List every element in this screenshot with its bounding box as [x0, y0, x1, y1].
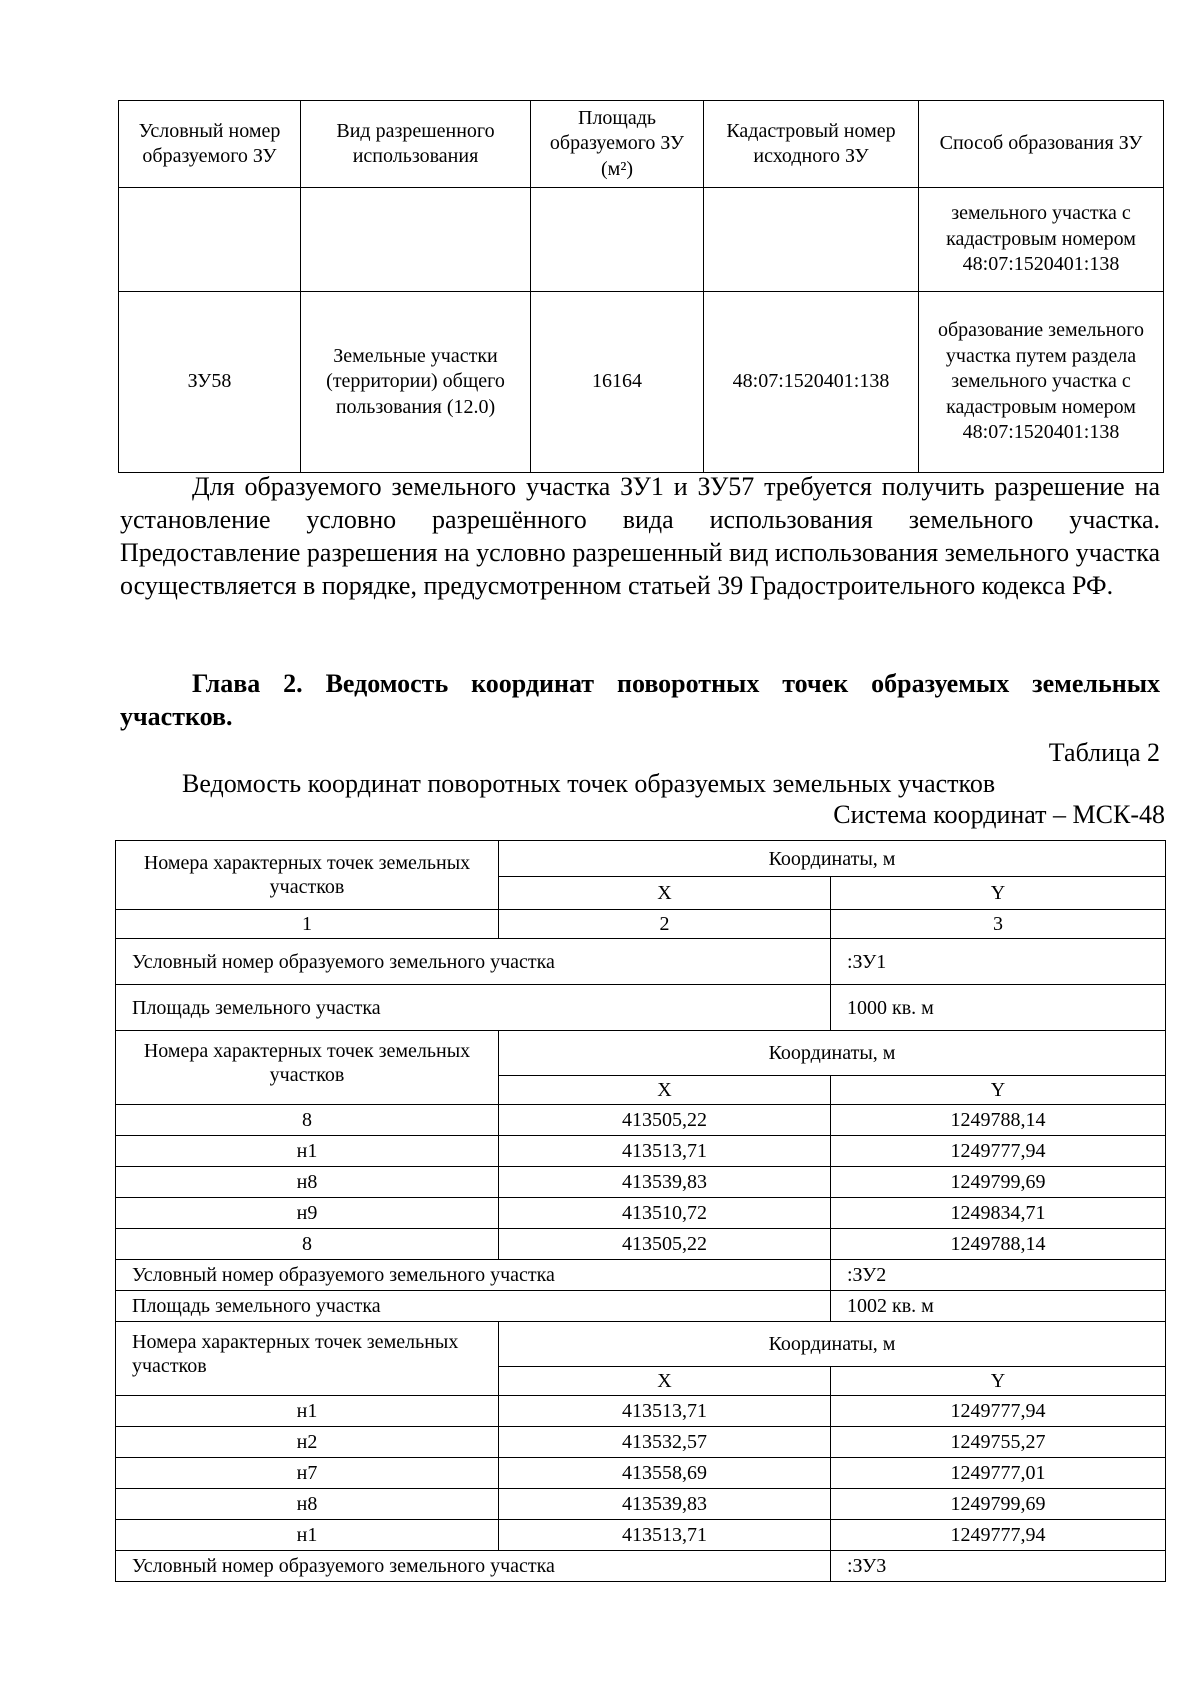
table-row [119, 188, 1164, 292]
point-x: 413513,71 [499, 1396, 831, 1427]
point-number: н8 [116, 1489, 499, 1520]
points-header-row [116, 1031, 1166, 1076]
point-number: н9 [116, 1198, 499, 1229]
plot-area: 16164 [531, 292, 704, 473]
table-row [116, 1198, 1166, 1229]
plot-id-row [116, 1260, 1166, 1291]
x-header: X [499, 1076, 831, 1105]
table-row [116, 1427, 1166, 1458]
point-x: 413539,83 [499, 1167, 831, 1198]
point-number: 8 [116, 1105, 499, 1136]
point-y: 1249788,14 [831, 1105, 1166, 1136]
point-y: 1249799,69 [831, 1167, 1166, 1198]
point-x: 413510,72 [499, 1198, 831, 1229]
point-y: 1249777,94 [831, 1520, 1166, 1551]
chapter-heading: Глава 2. Ведомость координат поворотных точек образуемых земельных участков. [120, 669, 1160, 731]
plots-table [118, 100, 1164, 473]
table-row [116, 1167, 1166, 1198]
point-y: 1249777,94 [831, 1136, 1166, 1167]
coordinates-header-row [116, 841, 1166, 877]
point-x: 413558,69 [499, 1458, 831, 1489]
plot-id-row [116, 939, 1166, 985]
plot-id-row [116, 1551, 1166, 1582]
point-y: 1249755,27 [831, 1427, 1166, 1458]
plot-id-label: Условный номер образуемого земельного участка [116, 1260, 831, 1291]
source-cadastral-number: 48:07:1520401:138 [704, 292, 919, 473]
formation-method-continuation: земельного участка с кадастровым номером 48:07:1520401:138 [919, 188, 1164, 292]
point-number: н2 [116, 1427, 499, 1458]
plot-id-value: :ЗУ1 [831, 939, 1166, 985]
plot-id-label: Условный номер образуемого земельного участка [116, 939, 831, 985]
point-number: н8 [116, 1167, 499, 1198]
table-row [116, 1489, 1166, 1520]
plot-id-value: :ЗУ2 [831, 1260, 1166, 1291]
coords-header: Координаты, м [499, 841, 1166, 877]
point-x: 413505,22 [499, 1105, 831, 1136]
x-header: X [499, 1367, 831, 1396]
plot-id: ЗУ58 [119, 292, 301, 473]
column-numbers-row [116, 910, 1166, 939]
body-paragraph: Для образуемого земельного участка ЗУ1 и ЗУ57 требуется получить разрешение на установление условно разрешённого вида использования земельного участка. Предоставление разрешения на условно разрешенный вид использования земельного участка осуществляется в порядке, предусмотренном статьей 39 Градостроительного кодекса РФ. [120, 472, 1160, 600]
y-header: Y [831, 1076, 1166, 1105]
table-label: Таблица 2 [1048, 738, 1160, 767]
table-row [116, 1520, 1166, 1551]
table-row [119, 292, 1164, 473]
points-header: Номера характерных точек земельных участков [116, 841, 499, 910]
y-header: Y [831, 877, 1166, 910]
header-permitted-use: Вид разрешенного использования [301, 101, 531, 188]
column-number: 2 [499, 910, 831, 939]
table-caption: Ведомость координат поворотных точек образуемых земельных участков [182, 769, 996, 798]
formation-method: образование земельного участка путем раздела земельного участка с кадастровым номером 48:07:1520401:138 [919, 292, 1164, 473]
plot-area-label: Площадь земельного участка [116, 1291, 831, 1322]
coords-header: Координаты, м [499, 1322, 1166, 1367]
permitted-use: Земельные участки (территории) общего пользования (12.0) [301, 292, 531, 473]
point-x: 413505,22 [499, 1229, 831, 1260]
plot-area-value: 1000 кв. м [831, 985, 1166, 1031]
point-y: 1249777,01 [831, 1458, 1166, 1489]
header-plot-id: Условный номер образуемого ЗУ [119, 101, 301, 188]
point-y: 1249777,94 [831, 1396, 1166, 1427]
column-number: 1 [116, 910, 499, 939]
plot-area-value: 1002 кв. м [831, 1291, 1166, 1322]
header-formation-method: Способ образования ЗУ [919, 101, 1164, 188]
point-y: 1249788,14 [831, 1229, 1166, 1260]
point-y: 1249799,69 [831, 1489, 1166, 1520]
y-header: Y [831, 1367, 1166, 1396]
point-number: н1 [116, 1136, 499, 1167]
header-area: Площадь образуемого ЗУ (м²) [531, 101, 704, 188]
point-number: н1 [116, 1520, 499, 1551]
x-header: X [499, 877, 831, 910]
plots-table-header [119, 101, 1164, 188]
point-number: н7 [116, 1458, 499, 1489]
points-header-row [116, 1322, 1166, 1367]
point-number: н1 [116, 1396, 499, 1427]
point-x: 413532,57 [499, 1427, 831, 1458]
column-number: 3 [831, 910, 1166, 939]
plot-area-row [116, 1291, 1166, 1322]
point-number: 8 [116, 1229, 499, 1260]
coordinates-table [115, 840, 1166, 1582]
point-x: 413513,71 [499, 1136, 831, 1167]
point-x: 413539,83 [499, 1489, 831, 1520]
plot-id-label: Условный номер образуемого земельного участка [116, 1551, 831, 1582]
plot-area-row [116, 985, 1166, 1031]
table-row [116, 1458, 1166, 1489]
header-source-cadastral: Кадастровый номер исходного ЗУ [704, 101, 919, 188]
table-row [116, 1396, 1166, 1427]
plot-area-label: Площадь земельного участка [116, 985, 831, 1031]
points-header: Номера характерных точек земельных участков [116, 1031, 499, 1105]
coordinate-system-label: Система координат – МСК-48 [833, 800, 1165, 829]
point-y: 1249834,71 [831, 1198, 1166, 1229]
point-x: 413513,71 [499, 1520, 831, 1551]
table-row [116, 1136, 1166, 1167]
plot-id-value: :ЗУ3 [831, 1551, 1166, 1582]
coords-header: Координаты, м [499, 1031, 1166, 1076]
table-row [116, 1105, 1166, 1136]
points-header: Номера характерных точек земельных участков [116, 1322, 499, 1396]
table-row [116, 1229, 1166, 1260]
